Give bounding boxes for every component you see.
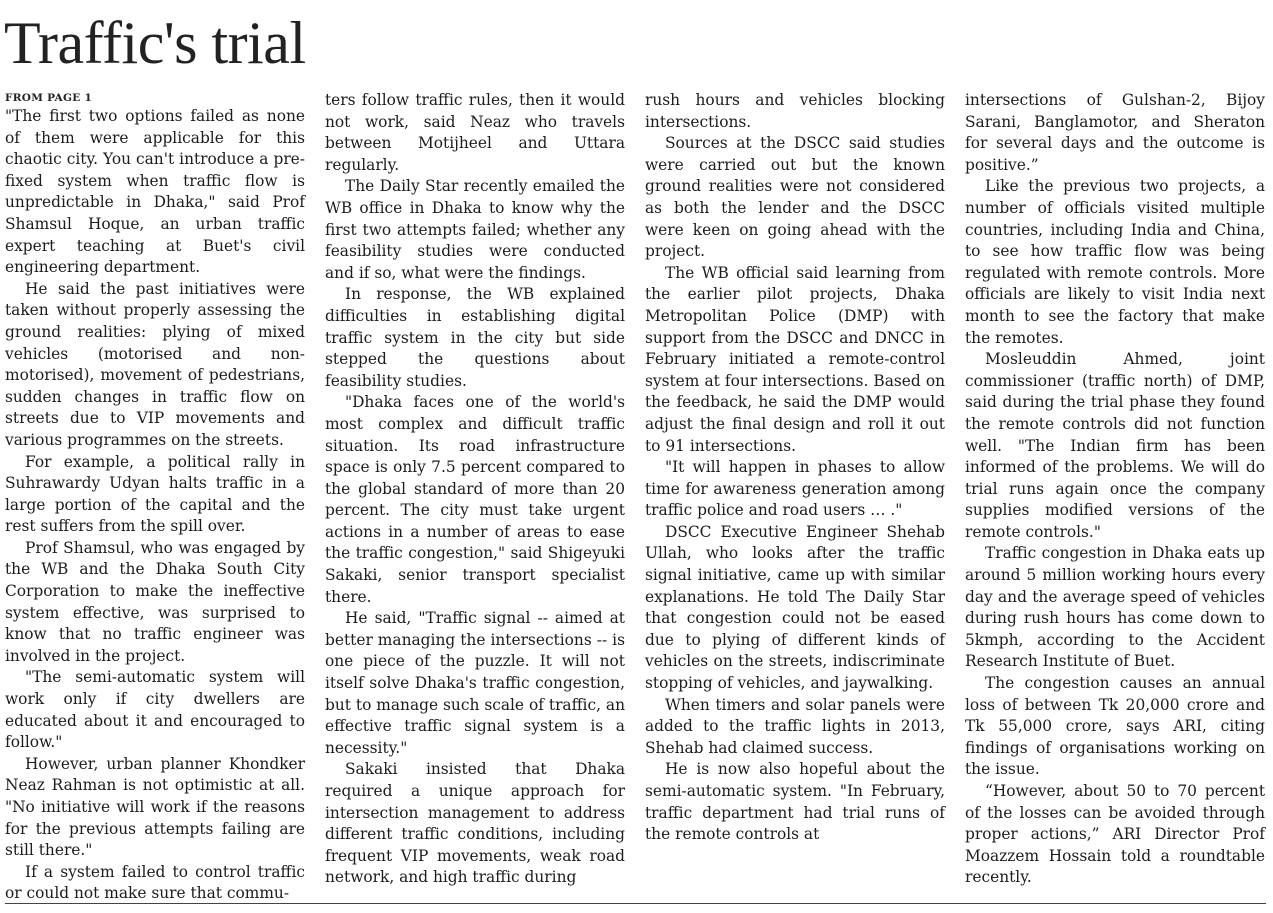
paragraph: "It will happen in phases to allow time for awareness generation among traffic police and road users … ." xyxy=(645,458,945,520)
paragraph: In response, the WB explained difficulties in establishing digital traffic system in the city but side stepped the questions about feasibility studies. xyxy=(325,285,625,390)
paragraph: rush hours and vehicles blocking intersections. xyxy=(645,91,945,131)
article-column-1 xyxy=(5,90,305,903)
article-column-4 xyxy=(965,90,1265,890)
article-column-2 xyxy=(325,90,625,890)
paragraph: The Daily Star recently emailed the WB office in Dhaka to know why the first two attempts failed; whether any feasibility studies were conducted and if so, what were the findings. xyxy=(325,177,625,282)
paragraph: ters follow traffic rules, then it would not work, said Neaz who travels between Motijheel and Uttara regularly. xyxy=(325,91,625,174)
paragraph: intersections of Gulshan-2, Bijoy Sarani, Banglamotor, and Sheraton for several days and the outcome is positive.” xyxy=(965,91,1265,174)
paragraph: "The first two options failed as none of them were applicable for this chaotic city. You can't introduce a pre-fixed system when traffic flow is unpredictable in Dhaka," said Prof Shamsul Hoque, an urban traffic expert teaching at Buet's civil engineering department. xyxy=(5,107,305,277)
paragraph: When timers and solar panels were added to the traffic lights in 2013, Shehab had claimed success. xyxy=(645,695,945,757)
headline: Traffic's trial xyxy=(4,10,306,76)
paragraph: "The semi-automatic system will work only if city dwellers are educated about it and encouraged to follow." xyxy=(5,668,305,752)
paragraph: Sources at the DSCC said studies were carried out but the known ground realities were not considered as both the lender and the DSCC were keen on going ahead with the project. xyxy=(645,134,945,261)
paragraph: Prof Shamsul, who was engaged by the WB and the Dhaka South City Corporation to make the ineffective system effective, was surprised to know that no traffic engineer was involved in the project. xyxy=(5,538,305,665)
paragraph: Sakaki insisted that Dhaka required a unique approach for intersection management to address different traffic conditions, including frequent VIP movements, weak road network, and high traffic during xyxy=(325,760,625,887)
paragraph: He said the past initiatives were taken without properly assessing the ground realities: plying of mixed vehicles (motorised and non-motorised), movement of pedestrians, sudden changes in traffic flow on streets due to VIP movements and various programmes on the streets. xyxy=(5,279,305,449)
paragraph: For example, a political rally in Suhrawardy Udyan halts traffic in a large portion of the capital and the rest suffers from the spill over. xyxy=(5,452,305,536)
paragraph: Traffic congestion in Dhaka eats up around 5 million working hours every day and the average speed of vehicles during rush hours has come down to 5kmph, according to the Accident Research Institute of Buet. xyxy=(965,544,1265,671)
paragraph: Like the previous two projects, a number of officials visited multiple countries, including India and China, to see how traffic flow was being regulated with remote controls. More officials are likely to visit India next month to see the factory that make the remotes. xyxy=(965,177,1265,347)
continuation-kicker: FROM PAGE 1 xyxy=(5,92,93,104)
bottom-divider xyxy=(5,903,1266,904)
paragraph: The congestion causes an annual loss of between Tk 20,000 crore and Tk 55,000 crore, says ARI, citing findings of organisations working on the issue. xyxy=(965,674,1265,779)
paragraph: He said, "Traffic signal -- aimed at better managing the intersections -- is one piece of the puzzle. It will not itself solve Dhaka's traffic congestion, but to manage such scale of traffic, an effective traffic signal system is a necessity." xyxy=(325,609,625,757)
paragraph: If a system failed to control traffic or could not make sure that commu- xyxy=(5,862,305,903)
article-column-3 xyxy=(645,90,945,890)
paragraph: He is now also hopeful about the semi-automatic system. "In February, traffic department had trial runs of the remote controls at xyxy=(645,760,945,844)
paragraph: The WB official said learning from the earlier pilot projects, Dhaka Metropolitan Police (DMP) with support from the DSCC and DNCC in February initiated a remote-control system at four intersections. Based on the feedback, he said the DMP would adjust the final design and roll it out to 91 intersections. xyxy=(645,263,945,455)
paragraph: However, urban planner Khondker Neaz Rahman is not optimistic at all. "No initiative will work if the reasons for the previous attempts failing are still there." xyxy=(5,754,305,860)
paragraph: “However, about 50 to 70 percent of the losses can be avoided through proper actions,” ARI Director Prof Moazzem Hossain told a roundtable recently. xyxy=(965,782,1265,887)
paragraph: Mosleuddin Ahmed, joint commissioner (traffic north) of DMP, said during the trial phase they found the remote controls did not function well. "The Indian firm has been informed of the problems. We will do trial runs again once the company supplies modified versions of the remote controls." xyxy=(965,350,1265,541)
paragraph: "Dhaka faces one of the world's most complex and difficult traffic situation. Its road infrastructure space is only 7.5 percent compared to the global standard of more than 20 percent. The city must take urgent actions in a number of areas to ease the traffic congestion," said Shigeyuki Sakaki, senior transport specialist there. xyxy=(325,393,625,606)
paragraph: DSCC Executive Engineer Shehab Ullah, who looks after the traffic signal initiative, came up with similar explanations. He told The Daily Star that congestion could not be eased due to plying of different kinds of vehicles on the streets, indiscriminate stopping of vehicles, and jaywalking. xyxy=(645,522,945,693)
